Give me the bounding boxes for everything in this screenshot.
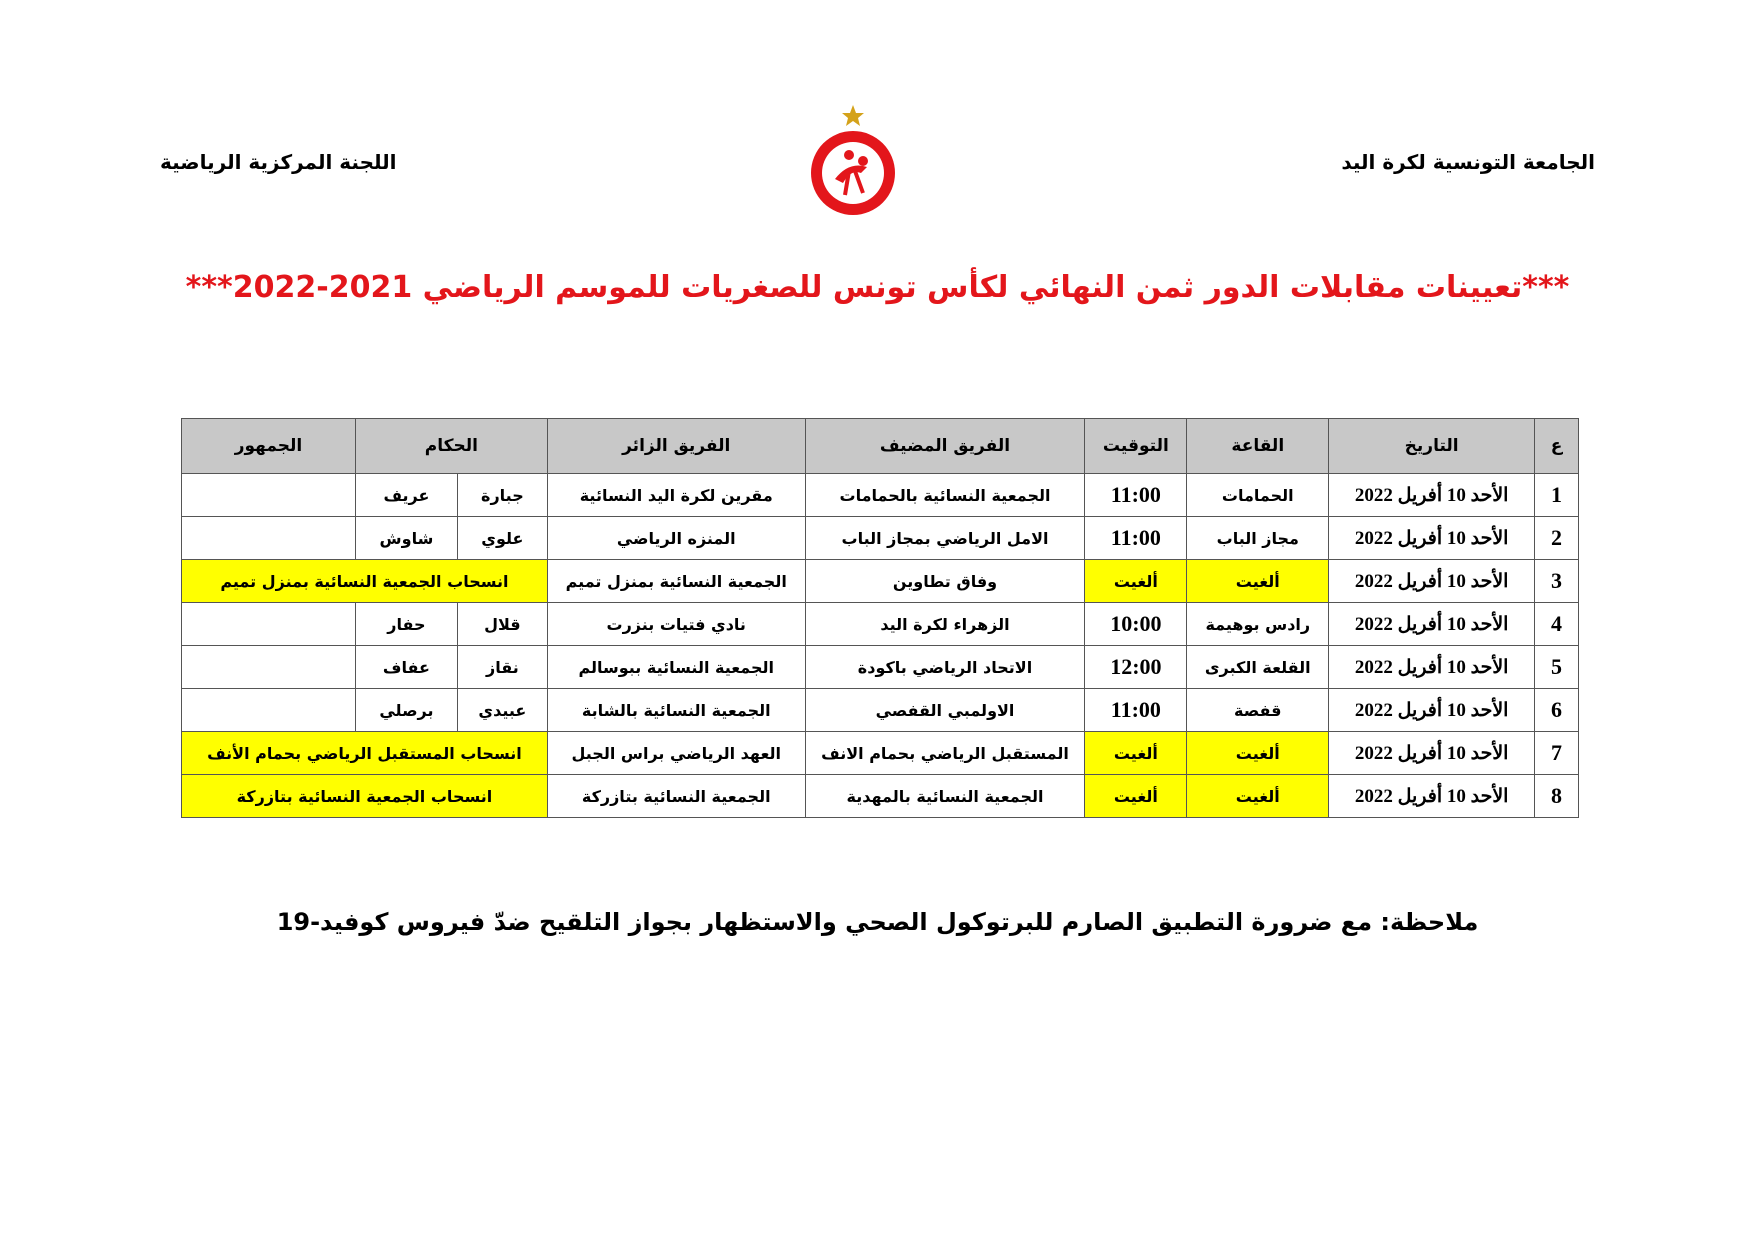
cell-date: الأحد 10 أفريل 2022 xyxy=(1329,732,1535,775)
col-time: التوقيت xyxy=(1085,419,1187,474)
cell-home: الاتحاد الرياضي باكودة xyxy=(805,646,1085,689)
col-home: الفريق المضيف xyxy=(805,419,1085,474)
table-row xyxy=(182,775,1579,818)
cell-date: الأحد 10 أفريل 2022 xyxy=(1329,517,1535,560)
cell-home: المستقبل الرياضي بحمام الانف xyxy=(805,732,1085,775)
covid-note: ملاحظة: مع ضرورة التطبيق الصارم للبرتوكول الصحي والاستظهار بجواز التلقيح ضدّ فيروس كوفيد-19 xyxy=(276,908,1479,936)
cell-time: 12:00 xyxy=(1085,646,1187,689)
schedule-table xyxy=(181,418,1579,818)
cell-ref2: برصلي xyxy=(355,689,457,732)
cell-away: الجمعية النسائية بالشابة xyxy=(547,689,805,732)
cell-home: الجمعية النسائية بالمهدية xyxy=(805,775,1085,818)
cell-away: نادي فتيات بنزرت xyxy=(547,603,805,646)
cell-public xyxy=(182,646,356,689)
cell-hall: ألغيت xyxy=(1187,560,1329,603)
cell-hall: مجاز الباب xyxy=(1187,517,1329,560)
cell-num: 1 xyxy=(1535,474,1579,517)
cell-home: الزهراء لكرة اليد xyxy=(805,603,1085,646)
cell-hall: قفصة xyxy=(1187,689,1329,732)
cell-num: 2 xyxy=(1535,517,1579,560)
cell-num: 7 xyxy=(1535,732,1579,775)
cell-public xyxy=(182,603,356,646)
cell-num: 6 xyxy=(1535,689,1579,732)
cell-time: 11:00 xyxy=(1085,474,1187,517)
cell-withdrawal-note: انسحاب الجمعية النسائية بمنزل تميم xyxy=(182,560,548,603)
table-row xyxy=(182,732,1579,775)
table-row xyxy=(182,474,1579,517)
cell-ref1: علوي xyxy=(457,517,547,560)
cell-time: ألغيت xyxy=(1085,732,1187,775)
cell-num: 5 xyxy=(1535,646,1579,689)
cell-hall: ألغيت xyxy=(1187,732,1329,775)
cell-hall: القلعة الكبرى xyxy=(1187,646,1329,689)
cell-time: ألغيت xyxy=(1085,560,1187,603)
cell-ref1: قلال xyxy=(457,603,547,646)
table-header-row xyxy=(182,419,1579,474)
cell-away: الجمعية النسائية ببوسالم xyxy=(547,646,805,689)
cell-date: الأحد 10 أفريل 2022 xyxy=(1329,603,1535,646)
cell-away: العهد الرياضي براس الجبل xyxy=(547,732,805,775)
cell-away: الجمعية النسائية بمنزل تميم xyxy=(547,560,805,603)
cell-public xyxy=(182,474,356,517)
table-row xyxy=(182,689,1579,732)
col-away: الفريق الزائر xyxy=(547,419,805,474)
cell-time: 10:00 xyxy=(1085,603,1187,646)
cell-hall: رادس بوهيمة xyxy=(1187,603,1329,646)
cell-date: الأحد 10 أفريل 2022 xyxy=(1329,646,1535,689)
cell-ref2: عريف xyxy=(355,474,457,517)
cell-home: الجمعية النسائية بالحمامات xyxy=(805,474,1085,517)
cell-date: الأحد 10 أفريل 2022 xyxy=(1329,474,1535,517)
cell-ref1: نقاز xyxy=(457,646,547,689)
cell-time: 11:00 xyxy=(1085,689,1187,732)
cell-home: الاولمبي القفصي xyxy=(805,689,1085,732)
cell-num: 8 xyxy=(1535,775,1579,818)
cell-home: الامل الرياضي بمجاز الباب xyxy=(805,517,1085,560)
cell-num: 4 xyxy=(1535,603,1579,646)
cell-date: الأحد 10 أفريل 2022 xyxy=(1329,775,1535,818)
federation-name: الجامعة التونسية لكرة اليد xyxy=(1341,150,1595,174)
federation-logo xyxy=(805,105,901,217)
cell-away: مقرين لكرة اليد النسائية xyxy=(547,474,805,517)
cell-num: 3 xyxy=(1535,560,1579,603)
cell-ref2: شاوش xyxy=(355,517,457,560)
logo-star xyxy=(842,105,864,126)
cell-withdrawal-note: انسحاب المستقبل الرياضي بحمام الأنف xyxy=(182,732,548,775)
cell-away: الجمعية النسائية بتازركة xyxy=(547,775,805,818)
cell-hall: ألغيت xyxy=(1187,775,1329,818)
col-referees: الحكام xyxy=(355,419,547,474)
cell-home: وفاق تطاوين xyxy=(805,560,1085,603)
col-num: ع xyxy=(1535,419,1579,474)
col-hall: القاعة xyxy=(1187,419,1329,474)
table-row xyxy=(182,646,1579,689)
cell-ref2: حفار xyxy=(355,603,457,646)
col-date: التاريخ xyxy=(1329,419,1535,474)
cell-public xyxy=(182,689,356,732)
table-row xyxy=(182,517,1579,560)
committee-name: اللجنة المركزية الرياضية xyxy=(160,150,397,174)
page-title: ***تعيينات مقابلات الدور ثمن النهائي لكأس تونس للصغريات للموسم الرياضي 2021-2022*** xyxy=(185,270,1570,305)
cell-ref2: عفاف xyxy=(355,646,457,689)
cell-time: ألغيت xyxy=(1085,775,1187,818)
table-row xyxy=(182,603,1579,646)
cell-public xyxy=(182,517,356,560)
cell-away: المنزه الرياضي xyxy=(547,517,805,560)
cell-time: 11:00 xyxy=(1085,517,1187,560)
cell-ref1: جبارة xyxy=(457,474,547,517)
col-public: الجمهور xyxy=(182,419,356,474)
cell-date: الأحد 10 أفريل 2022 xyxy=(1329,689,1535,732)
table-row xyxy=(182,560,1579,603)
cell-withdrawal-note: انسحاب الجمعية النسائية بتازركة xyxy=(182,775,548,818)
cell-hall: الحمامات xyxy=(1187,474,1329,517)
cell-date: الأحد 10 أفريل 2022 xyxy=(1329,560,1535,603)
cell-ref1: عبيدي xyxy=(457,689,547,732)
